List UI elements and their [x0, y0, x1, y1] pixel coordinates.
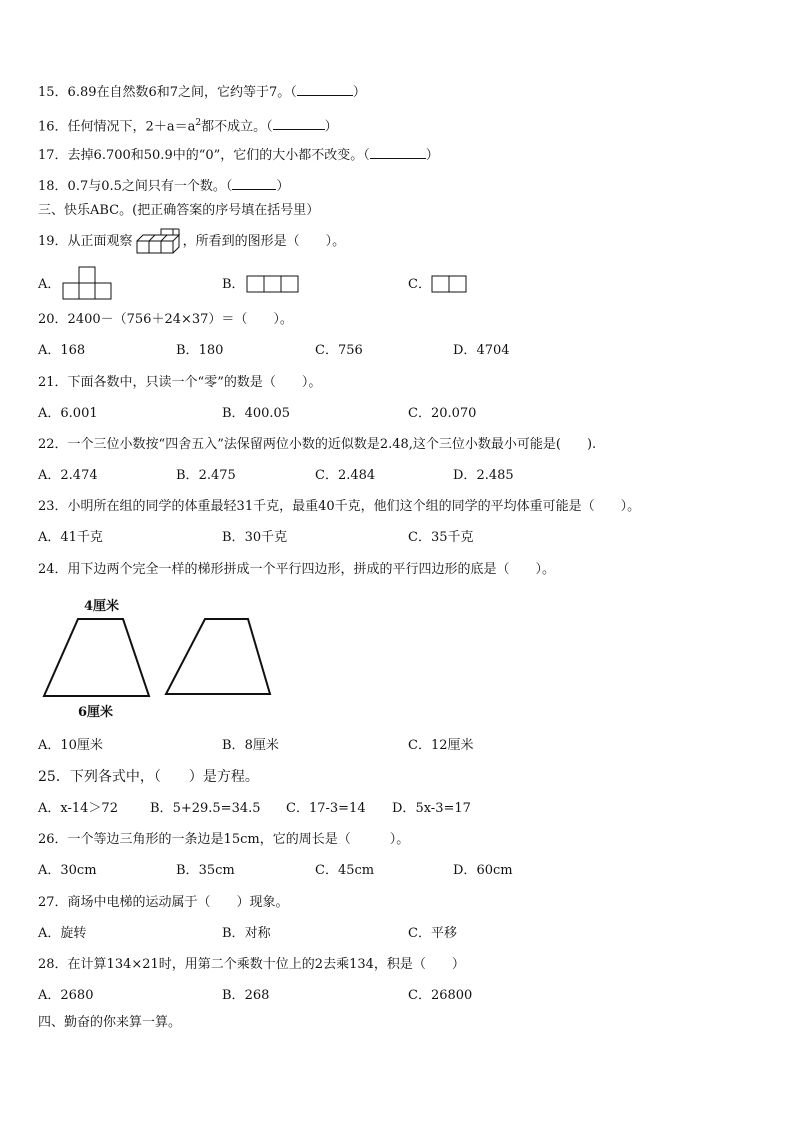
question-text: 从正面观察: [67, 234, 133, 249]
q26-option-c[interactable]: C．45cm: [315, 863, 375, 878]
q19-option-c[interactable]: C．: [408, 277, 431, 292]
trapezoid-right: [166, 619, 270, 694]
question-number: 21．: [38, 375, 68, 390]
option-b-figure: [246, 275, 300, 293]
bottom-length-label: 6厘米: [78, 705, 114, 720]
question-text-2: 都不成立。（: [201, 119, 273, 135]
question-text: 下面各数中，只读一个“零”的数是（ ）。: [67, 375, 322, 390]
question-text: 小明所在组的同学的体重最轻31千克，最重40千克，他们这个组的同学的平均体重可能是（ ）。: [67, 499, 641, 514]
q28-option-c[interactable]: C．26800: [408, 988, 473, 1003]
question-23: [38, 499, 640, 515]
question-text-2: ，所看到的图形是（ ）。: [182, 234, 346, 249]
question-text: 商场中电梯的运动属于（ ）现象。: [67, 895, 289, 910]
question-number: 25．: [38, 769, 70, 785]
question-number: 23．: [38, 499, 68, 514]
question-20: [38, 312, 293, 328]
q20-option-b[interactable]: B．180: [176, 343, 224, 358]
question-number: 27．: [38, 895, 68, 910]
q25-option-c[interactable]: C．17-3=14: [286, 801, 366, 816]
paren-close: ）: [324, 119, 338, 135]
q27-option-c[interactable]: C．平移: [408, 926, 457, 941]
q23-option-a[interactable]: A．41千克: [38, 530, 103, 545]
q20-option-d[interactable]: D．4704: [453, 343, 510, 358]
question-text: 6.89在自然数6和7之间，它约等于7。（: [67, 85, 297, 100]
section-3-heading: 三、快乐ABC。(把正确答案的序号填在括号里）: [38, 203, 320, 218]
question-text: 0.7与0.5之间只有一个数。（: [67, 179, 233, 194]
q24-option-a[interactable]: A．10厘米: [38, 738, 103, 753]
question-number: 16．: [38, 119, 68, 135]
q21-option-a[interactable]: A．6.001: [38, 406, 98, 421]
q28-option-b[interactable]: B．268: [222, 988, 270, 1003]
question-text: 去掉6.700和50.9中的“0”，它们的大小都不改变。（: [67, 148, 370, 163]
q22-option-c[interactable]: C．2.484: [315, 468, 376, 483]
paren-close: ）: [276, 179, 290, 194]
question-text: 一个三位小数按“四舍五入”法保留两位小数的近似数是2.48,这个三位小数最小可能是( ).: [67, 437, 597, 452]
answer-blank[interactable]: [370, 146, 426, 159]
q24-option-c[interactable]: C．12厘米: [408, 738, 474, 753]
question-26: [38, 832, 409, 848]
q28-option-a[interactable]: A．2680: [38, 988, 94, 1003]
question-19: [38, 234, 345, 250]
q27-option-a[interactable]: A．旋转: [38, 926, 87, 941]
q24-option-b[interactable]: B．8厘米: [222, 738, 279, 753]
question-text: 任何情况下，2＋a＝a: [67, 119, 196, 135]
section-4-heading: 四、勤奋的你来算一算。: [38, 1015, 182, 1030]
option-c-figure: [431, 275, 467, 293]
question-number: 17．: [38, 148, 68, 163]
q23-option-c[interactable]: C．35千克: [408, 530, 474, 545]
answer-blank[interactable]: [232, 177, 276, 190]
trapezoid-figure: [40, 596, 280, 724]
q22-option-b[interactable]: B．2.475: [176, 468, 236, 483]
option-a-figure: [62, 266, 114, 300]
q20-option-a[interactable]: A．168: [38, 343, 86, 358]
question-number: 18．: [38, 179, 68, 194]
q25-option-a[interactable]: A．x-14＞72: [38, 801, 118, 816]
q19-option-a[interactable]: A．: [38, 277, 61, 292]
q25-option-d[interactable]: D．5x-3=17: [392, 801, 471, 816]
q23-option-b[interactable]: B．30千克: [222, 530, 288, 545]
paren-close: ）: [425, 148, 439, 163]
question-text: 下列各式中，（ ）是方程。: [69, 769, 259, 785]
question-number: 22．: [38, 437, 68, 452]
question-text: 一个等边三角形的一条边是15cm，它的周长是（ ）。: [67, 832, 410, 847]
q21-option-c[interactable]: C．20.070: [408, 406, 477, 421]
answer-blank[interactable]: [297, 83, 353, 96]
top-length-label: 4厘米: [84, 599, 120, 614]
question-15: [38, 83, 366, 101]
question-25: [38, 769, 259, 785]
question-number: 20．: [38, 312, 68, 327]
cube-stack-3d-figure: [136, 229, 188, 257]
q26-option-d[interactable]: D．60cm: [453, 863, 513, 878]
question-number: 26．: [38, 832, 68, 847]
question-text: 用下边两个完全一样的梯形拼成一个平行四边形，拼成的平行四边形的底是（ ）。: [67, 562, 556, 577]
q20-option-c[interactable]: C．756: [315, 343, 363, 358]
superscript: 2: [195, 118, 202, 128]
question-text: 在计算134×21时，用第二个乘数十位上的2去乘134，积是（ ）: [67, 957, 465, 972]
q22-option-a[interactable]: A．2.474: [38, 468, 98, 483]
question-number: 24．: [38, 562, 68, 577]
question-number: 19．: [38, 234, 68, 249]
question-17: [38, 146, 439, 164]
q26-option-a[interactable]: A．30cm: [38, 863, 97, 878]
paren-close: ）: [352, 85, 366, 100]
question-number: 28．: [38, 957, 68, 972]
question-24: [38, 562, 555, 578]
question-22: [38, 437, 596, 453]
question-28: [38, 957, 465, 973]
question-16: [38, 115, 338, 135]
q21-option-b[interactable]: B．400.05: [222, 406, 291, 421]
q26-option-b[interactable]: B．35cm: [176, 863, 235, 878]
q25-option-b[interactable]: B．5+29.5=34.5: [150, 801, 261, 816]
question-21: [38, 375, 321, 391]
question-text: 2400－（756＋24×37）＝（ ）。: [67, 312, 293, 327]
question-number: 15．: [38, 85, 68, 100]
question-18: [38, 177, 289, 195]
question-27: [38, 895, 289, 911]
q27-option-b[interactable]: B．对称: [222, 926, 271, 941]
answer-blank[interactable]: [273, 117, 325, 130]
trapezoid-left: [44, 619, 149, 696]
q19-option-b[interactable]: B．: [222, 277, 245, 292]
q22-option-d[interactable]: D．2.485: [453, 468, 514, 483]
